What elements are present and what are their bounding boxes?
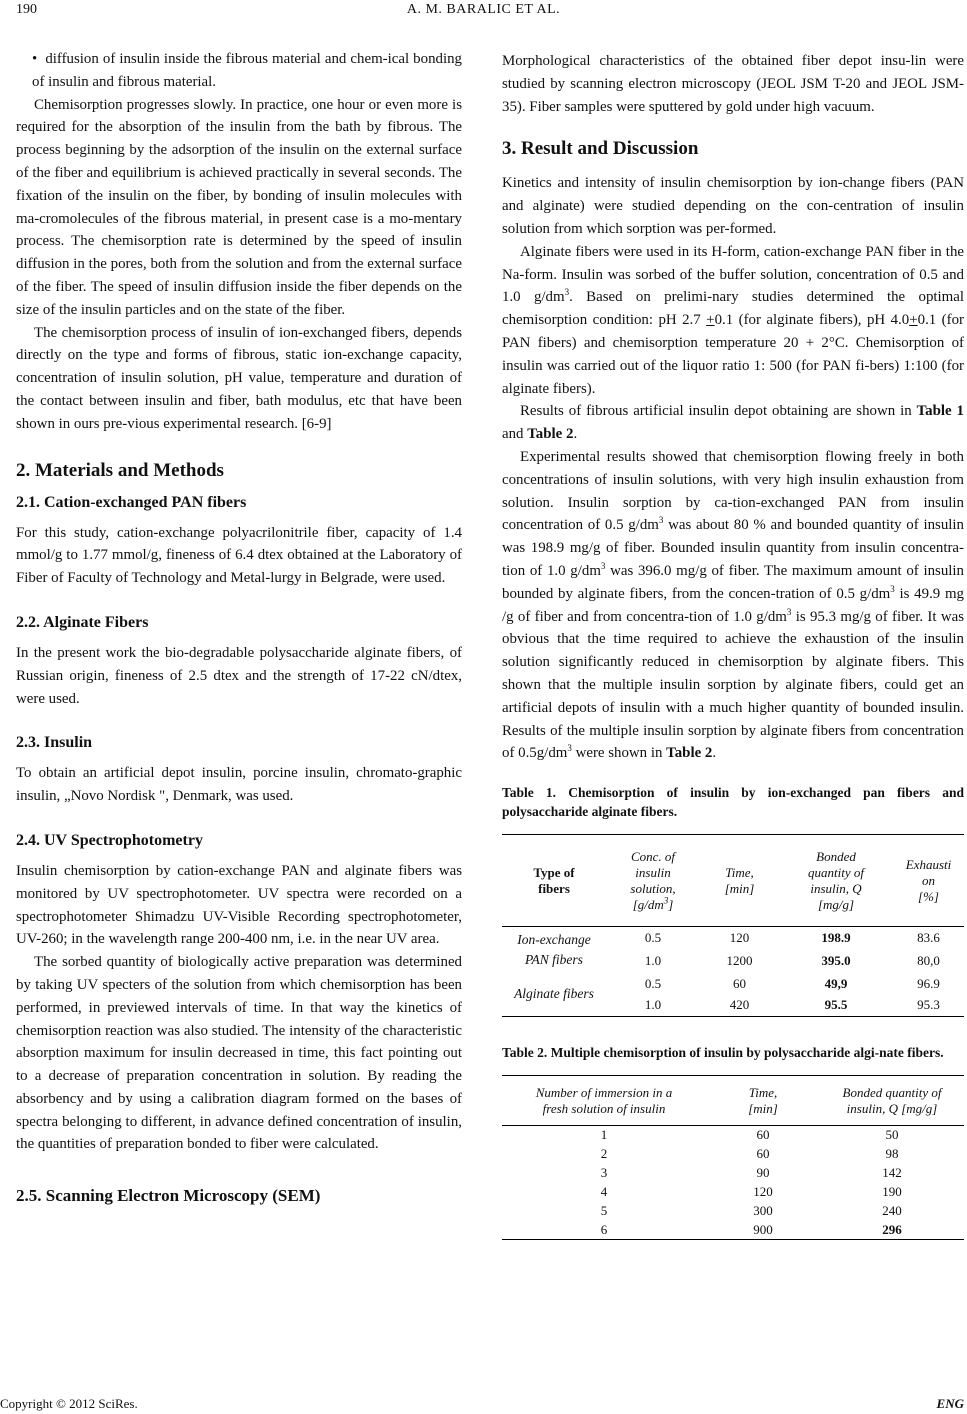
subsection-heading: 2.4. UV Spectrophotometry xyxy=(16,831,203,849)
paragraph: Morphological characteristics of the obtained fiber depot insu-lin were studied by scanning electron microscopy (JEOL JSM T-20 and JEOL JSM-35). Fiber samples were sputtered by gold under high vacuum. xyxy=(502,53,964,115)
paragraph: In the present work the bio-degradable polysaccharide alginate fibers, of Russian origin, fineness of 2.5 dtex and the strength of 17-22 cN/dtex, were used. xyxy=(16,644,462,707)
journal-abbrev: ENG xyxy=(936,1396,964,1411)
table2-header-row: Number of immersion in a fresh solution of insulin Time, [min] Bonded quantity of insulin, Q [mg/g] xyxy=(502,1076,964,1126)
table-row: 2 60 98 xyxy=(600,1146,899,1162)
left-column xyxy=(16,48,462,1206)
paragraph: The chemisorption process of insulin of ion-exchanged fibers, depends directly on the type and forms of fibrous, static ion-exchange capacity, concentration of insulin solution, pH value, temperature and duration of the contact between insulin and fiber, bath modulus, etc that have been shown in ours pre-vious experimental research. [6-9] xyxy=(16,324,462,432)
subsection-heading: 2.3. Insulin xyxy=(16,734,93,752)
subsection-heading: 2.1. Cation-exchanged PAN fibers xyxy=(16,493,247,511)
paragraph: To obtain an artificial depot insulin, porcine insulin, chromato-graphic insulin, „Novo Nordisk ", Denmark, was used. xyxy=(16,765,462,805)
table-row: 3 90 142 xyxy=(600,1165,902,1181)
right-column xyxy=(502,50,964,1240)
table2 xyxy=(502,1075,964,1240)
table-row: 4 120 190 xyxy=(600,1184,902,1200)
subsection-heading: 2.2. Alginate Fibers xyxy=(16,613,149,631)
paragraph: Results of fibrous artificial insulin depot obtaining are shown in Table 1 and Table 2. xyxy=(502,403,964,443)
paragraph: Insulin chemisorption by cation-exchange PAN and alginate fibers was monitored by UV spectrophotometer. UV spectra were recorded on a spectrophotometer Shimadzu UV-Visible Recording spectrophotometer, UV-260; in the wavelength range 200-400 nm, i.e. in the near UV area. xyxy=(16,862,462,948)
section-heading: 2. Materials and Methods xyxy=(16,459,224,481)
paragraph: For this study, cation-exchange polyacrilonitrile fiber, capacity of 1.4 mmol/g to 1.77 mmol/g, fineness of 6.4 dtex obtained at the Laboratory of Fiber of Faculty of Technology and Metal-lurgy in Belgrade, were used. xyxy=(16,524,462,587)
table-row: 1 60 50 xyxy=(600,1127,899,1143)
section-heading: 3. Result and Discussion xyxy=(502,138,699,160)
table-row: 6 900 296 xyxy=(502,1221,964,1240)
paragraph: Chemisorption progresses slowly. In practice, one hour or even more is required for the absorption of the insulin from the bath by fibrous. The process beginning by the adsorption of the insulin on the external surface of the fiber and equilibrium is achieved practically in several seconds. The fixation of the insulin on the fiber, by bonding of insulin molecules with ma-cromolecules of the fibrous material, in present case is a mo-mentary process. The chemisorption rate is determined by the speed of insulin diffusion in the pores, both from the solution and from the external surface of the fiber. The speed of insulin diffusion inside the fiber depends on the size of the insulin particles and on the state of the fiber. xyxy=(16,96,462,318)
table1-caption: Table 1. Chemisorption of insulin by ion-exchanged pan fibers and polysaccharide alginate fibers. xyxy=(502,785,964,820)
subsection-heading: 2.5. Scanning Electron Microscopy (SEM) xyxy=(16,1186,321,1206)
running-header-authors: A. M. BARALIC ET AL. xyxy=(406,2,561,17)
table-row: 1.0 420 95.5 95.3 xyxy=(502,995,964,1017)
paragraph: Alginate fibers were used in its H-form, cation-exchange PAN fiber in the Na-form. Insulin was sorbed of the buffer solution, concentration of 0.5 and 1.0 $g/dm^3$. Based on prelimi-nary studies determined the optimal chemisorption condition: pH 2.7 +0.1 (for alginate fibers), pH 4.0+0.1 (for PAN fibers) and chemisorption temperature 20 + 2°C. Chemisorption of insulin was carried out of the liquor ratio 1: 500 (for PAN fi-bers) 1:100 (for alginate fibers). xyxy=(502,243,964,397)
page-number: 190 xyxy=(16,2,37,17)
table-row: Ion-exchange PAN fibers 0.5 120 198.9 83.6 xyxy=(517,930,940,967)
table1 xyxy=(502,834,964,1017)
table2-caption: Table 2. Multiple chemisorption of insulin by polysaccharide algi-nate fibers. xyxy=(502,1045,944,1061)
bullet-paragraph: • diffusion of insulin inside the fibrous material and chem-ical bonding of insulin and fibrous material. xyxy=(32,51,462,90)
paragraph: The sorbed quantity of biologically active preparation was determined by taking UV specters of the solution from which chemisorption has been performed, in previewed intervals of time. In that way the kinetics of chemisorption reaction was also studied. The intensity of the characteristic absorption maximum for insulin decreased in time, this fact pointing out to a decrease of preparation concentration in solution. By reading the absorbency and by using a calibration diagram formed on the bases of spectra belonging to different, in advance defined concentration of insulin, the quantities of preparation bonded to fiber were calculated. xyxy=(16,954,462,1153)
paragraph: Kinetics and intensity of insulin chemisorption by ion-change fibers (PAN and alginate) were studied depending on the con-centration of insulin solution from which sorption was per-formed. xyxy=(502,175,964,237)
table-row: 1.0 1200 395.0 80,0 xyxy=(644,953,940,969)
table-row: Alginate fibers 0.5 60 49,9 96.9 xyxy=(514,975,940,1002)
bullet-icon: • xyxy=(32,51,46,67)
table1-header-row: Type of fibers Conc. of insulin solution, $[g/dm^3]$ Time, [min] Bonded quantity of insulin, Q [mg/g] Exhausti on [%] xyxy=(502,835,964,927)
table-row: 5 300 240 xyxy=(600,1203,902,1219)
paragraph: Experimental results showed that chemisorption flowing freely in both concentrations of insulin solutions, with very high insulin exhaustion from solution. Insulin sorption by ca-tion-exchanged PAN from insulin concentration of 0.5 $g/dm^3$ was about 80 % and bounded quantity of insulin was 198.9 mg/g of fiber. Bounded insulin quantity from insulin concentra-tion of 1.0 $g/dm^3$ was 396.0 mg/g of fiber. The maximum amount of insulin bounded by alginate fibers, from the concen-tration of 0.5 $g/dm^3$ is 49.9 mg /g of fiber and from concentra-tion of 1.0 $g/dm^3$ is 95.3 mg/g of fiber. It was obvious that the time required to achieve the exhaustion of the insulin solution significantly reduced in chemisorption by alginate fibers. This shown that the multiple insulin sorption by alginate fibers, could get an artificial depots of insulin with a much higher quantity of bounded insulin. Results of the multiple insulin sorption by alginate fibers from concentration of $0.5g/dm^3$ were shown in Table 2. xyxy=(502,448,964,762)
copyright-notice: Copyright © 2012 SciRes. xyxy=(0,1396,138,1411)
